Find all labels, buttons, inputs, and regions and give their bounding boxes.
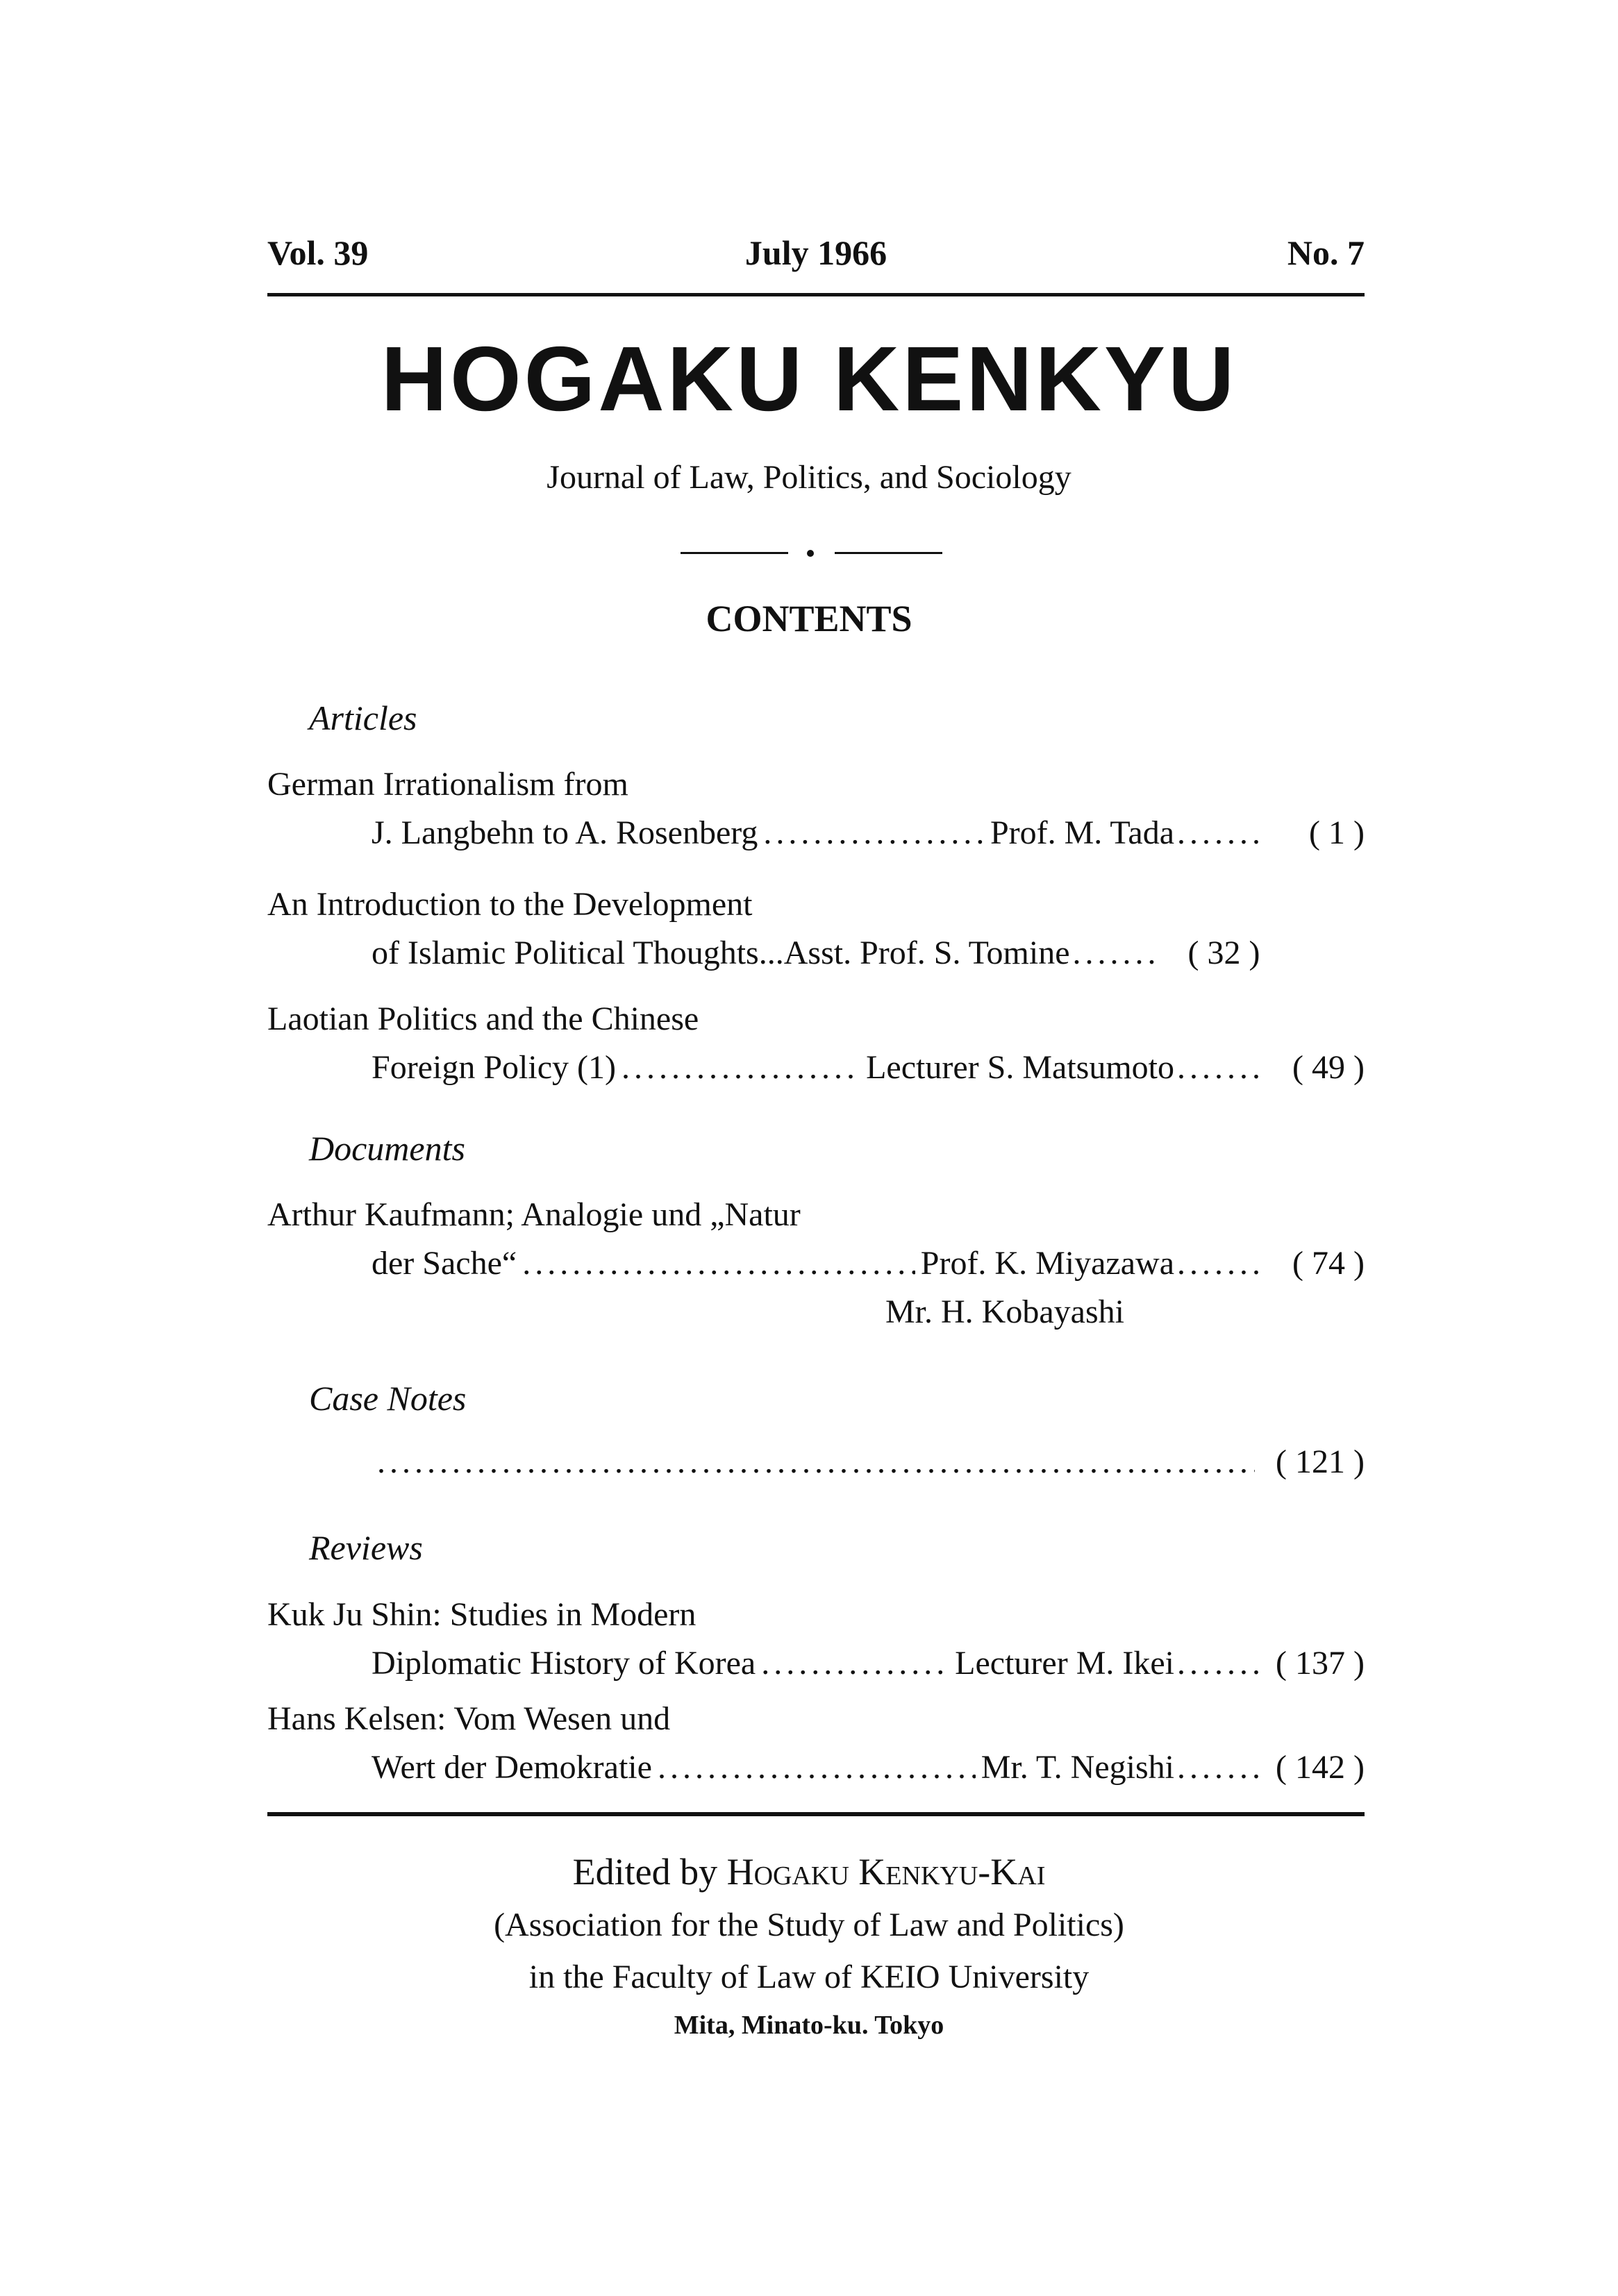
entry-page: ( 74 ) [1292,1245,1365,1282]
dot-leader [763,814,985,852]
dot-leader [761,1644,949,1682]
entry-page: ( 49 ) [1292,1049,1365,1086]
ornament-divider [681,548,944,557]
entry-title-line2: Foreign Policy (1) [372,1049,616,1086]
society-name: Hogaku Kenkyu-Kai [726,1851,1046,1893]
entry-author: Mr. T. Negishi [981,1749,1174,1786]
ornament-dot [807,550,814,557]
toc-entry-row [372,1048,1365,1087]
entry-title-line1: An Introduction to the Development [267,886,753,923]
section-heading-documents: Documents [309,1129,465,1168]
toc-entry-row [372,1644,1365,1682]
dot-leader [1177,1244,1260,1282]
entry-title-line1: Kuk Ju Shin: Studies in Modern [267,1596,697,1633]
entry-title-line2: Wert der Demokratie [372,1749,652,1786]
entry-page: ( 121 ) [1276,1443,1365,1480]
dot-leader [1177,814,1260,852]
entry-title-line2: J. Langbehn to A. Rosenberg [372,814,758,851]
address-line: Mita, Minato-ku. Tokyo [674,2011,944,2040]
toc-entry-row [372,814,1365,852]
entry-page: ( 142 ) [1276,1749,1365,1786]
ornament-line-left [681,552,788,554]
journal-subtitle: Journal of Law, Politics, and Sociology [547,459,1071,496]
toc-entry-row [372,1443,1365,1481]
entry-author: Lecturer M. Ikei [955,1645,1174,1682]
top-rule [267,293,1365,296]
faculty-line: in the Faculty of Law of KEIO University [528,1959,1090,1995]
entry-author: Asst. Prof. S. Tomine [783,935,1070,971]
entry-author: Lecturer S. Matsumoto [866,1049,1174,1086]
edited-by-label: Edited by [572,1851,727,1893]
entry-title-line2: der Sache“ [372,1245,517,1282]
entry-title-line2: of Islamic Political Thoughts... [372,935,784,971]
dot-leader [377,1443,1255,1481]
editor-line [0,1850,1618,1893]
ornament-line-right [835,552,942,554]
toc-entry-row [372,934,1365,972]
dot-leader [1177,1644,1260,1682]
entry-author: Prof. M. Tada [990,814,1174,851]
issue-number: No. 7 [1287,233,1365,272]
entry-title-line1: Laotian Politics and the Chinese [267,1000,699,1037]
section-heading-reviews: Reviews [309,1528,423,1567]
dot-leader [1177,1048,1260,1087]
section-heading-articles: Articles [309,698,417,737]
dot-leader [622,1048,860,1087]
entry-title-line1: German Irrationalism from [267,766,628,803]
issue-date: July 1966 [744,233,887,272]
entry-author: Prof. K. Miyazawa [920,1245,1174,1282]
toc-entry-row [372,1244,1365,1282]
entry-title-line2: Diplomatic History of Korea [372,1645,756,1682]
entry-page: ( 1 ) [1309,814,1365,851]
volume-label: Vol. 39 [267,233,369,272]
entry-title-line1: Hans Kelsen: Vom Wesen und [267,1700,671,1737]
toc-entry-row [372,1748,1365,1786]
masthead [267,233,1365,281]
dot-leader [522,1244,915,1282]
association-line: (Association for the Study of Law and Politics) [494,1907,1124,1943]
dot-leader [1073,934,1156,972]
entry-page: ( 137 ) [1276,1645,1365,1682]
dot-leader [1177,1748,1260,1786]
journal-title: HOGAKU KENKYU [381,328,1237,430]
contents-heading: CONTENTS [706,598,912,639]
entry-page: ( 32 ) [1187,935,1260,971]
dot-leader [658,1748,976,1786]
entry-second-author: Mr. H. Kobayashi [885,1293,1124,1330]
section-heading-case-notes: Case Notes [309,1379,467,1418]
bottom-rule [267,1812,1365,1816]
entry-title-line1: Arthur Kaufmann; Analogie und „Natur [267,1196,801,1233]
